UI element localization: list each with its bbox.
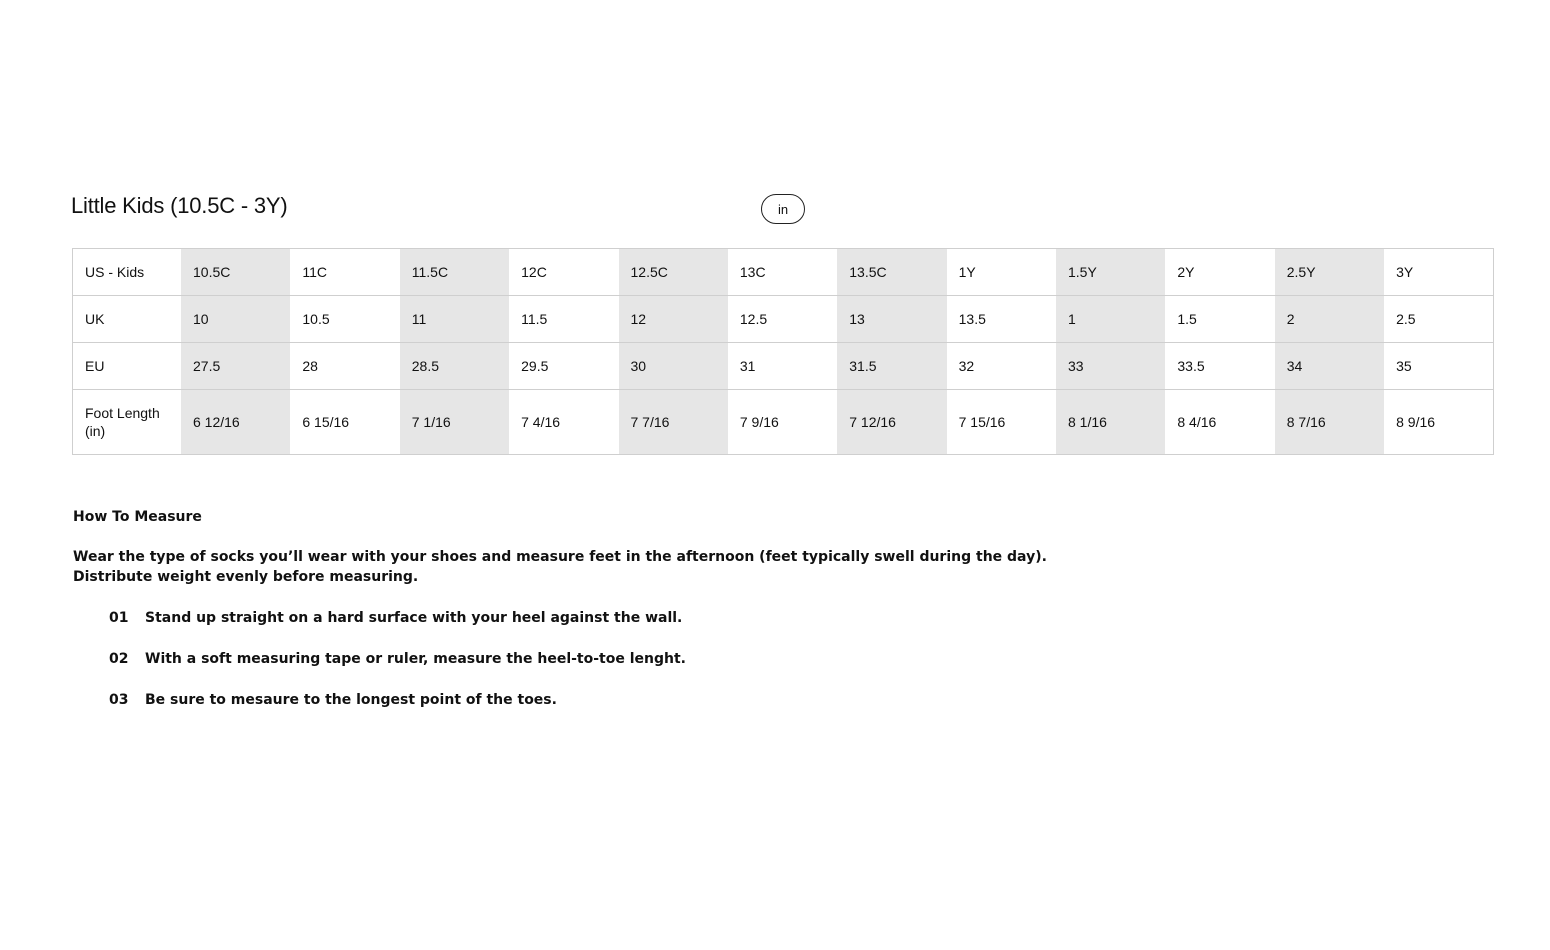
- size-cell: 31: [728, 343, 837, 390]
- size-cell: 7 4/16: [509, 390, 618, 455]
- size-cell: 7 15/16: [947, 390, 1056, 455]
- size-cell: 11C: [290, 249, 399, 296]
- step-text: Be sure to mesaure to the longest point of the toes.: [145, 692, 557, 708]
- size-cell: 30: [619, 343, 728, 390]
- size-cell: 11: [400, 296, 509, 343]
- size-cell: 34: [1275, 343, 1384, 390]
- size-cell: 28: [290, 343, 399, 390]
- step-number: 03: [109, 692, 129, 708]
- size-cell: 13: [837, 296, 946, 343]
- how-to-measure-intro: Wear the type of socks you’ll wear with your shoes and measure feet in the afternoon (feet typically swell during the day). Distribute weight evenly before measuring.: [73, 549, 1047, 585]
- row-label: EU: [73, 343, 182, 390]
- size-cell: 29.5: [509, 343, 618, 390]
- size-cell: 13.5: [947, 296, 1056, 343]
- how-to-measure-heading: How To Measure: [73, 509, 202, 525]
- step-number: 02: [109, 651, 129, 667]
- size-cell: 2: [1275, 296, 1384, 343]
- measure-steps-list: [73, 608, 1047, 710]
- measure-step: [109, 649, 1047, 669]
- size-cell: 11.5: [509, 296, 618, 343]
- size-cell: 1: [1056, 296, 1165, 343]
- size-cell: 12: [619, 296, 728, 343]
- size-chart-table: [72, 248, 1494, 455]
- size-cell: 8 7/16: [1275, 390, 1384, 455]
- row-label: Foot Length (in): [73, 390, 182, 455]
- size-cell: 2Y: [1165, 249, 1274, 296]
- step-text: With a soft measuring tape or ruler, measure the heel-to-toe lenght.: [145, 651, 686, 667]
- size-cell: 3Y: [1384, 249, 1493, 296]
- size-cell: 28.5: [400, 343, 509, 390]
- size-cell: 10: [181, 296, 290, 343]
- size-cell: 6 15/16: [290, 390, 399, 455]
- size-cell: 7 12/16: [837, 390, 946, 455]
- size-cell: 33.5: [1165, 343, 1274, 390]
- size-cell: 7 1/16: [400, 390, 509, 455]
- size-cell: 12.5: [728, 296, 837, 343]
- row-label: UK: [73, 296, 182, 343]
- size-cell: 8 9/16: [1384, 390, 1493, 455]
- size-cell: 8 1/16: [1056, 390, 1165, 455]
- row-label: US - Kids: [73, 249, 182, 296]
- step-number: 01: [109, 610, 129, 626]
- size-cell: 1.5Y: [1056, 249, 1165, 296]
- size-chart-title: Little Kids (10.5C - 3Y): [71, 193, 288, 218]
- size-cell: 13.5C: [837, 249, 946, 296]
- size-cell: 13C: [728, 249, 837, 296]
- table-row: [73, 296, 1494, 343]
- size-cell: 6 12/16: [181, 390, 290, 455]
- how-to-measure-section: [73, 507, 1047, 731]
- table-row: [73, 390, 1494, 455]
- size-cell: 11.5C: [400, 249, 509, 296]
- size-cell: 12C: [509, 249, 618, 296]
- unit-toggle-button[interactable]: in: [761, 194, 805, 224]
- size-cell: 12.5C: [619, 249, 728, 296]
- measure-step: [109, 608, 1047, 628]
- size-cell: 31.5: [837, 343, 946, 390]
- size-cell: 8 4/16: [1165, 390, 1274, 455]
- size-cell: 2.5: [1384, 296, 1493, 343]
- size-cell: 33: [1056, 343, 1165, 390]
- size-cell: 35: [1384, 343, 1493, 390]
- size-cell: 2.5Y: [1275, 249, 1384, 296]
- measure-step: [109, 690, 1047, 710]
- table-row: [73, 249, 1494, 296]
- size-cell: 1Y: [947, 249, 1056, 296]
- size-cell: 27.5: [181, 343, 290, 390]
- step-text: Stand up straight on a hard surface with your heel against the wall.: [145, 610, 683, 626]
- size-cell: 10.5: [290, 296, 399, 343]
- size-cell: 1.5: [1165, 296, 1274, 343]
- size-cell: 10.5C: [181, 249, 290, 296]
- size-cell: 7 9/16: [728, 390, 837, 455]
- size-cell: 7 7/16: [619, 390, 728, 455]
- size-cell: 32: [947, 343, 1056, 390]
- table-row: [73, 343, 1494, 390]
